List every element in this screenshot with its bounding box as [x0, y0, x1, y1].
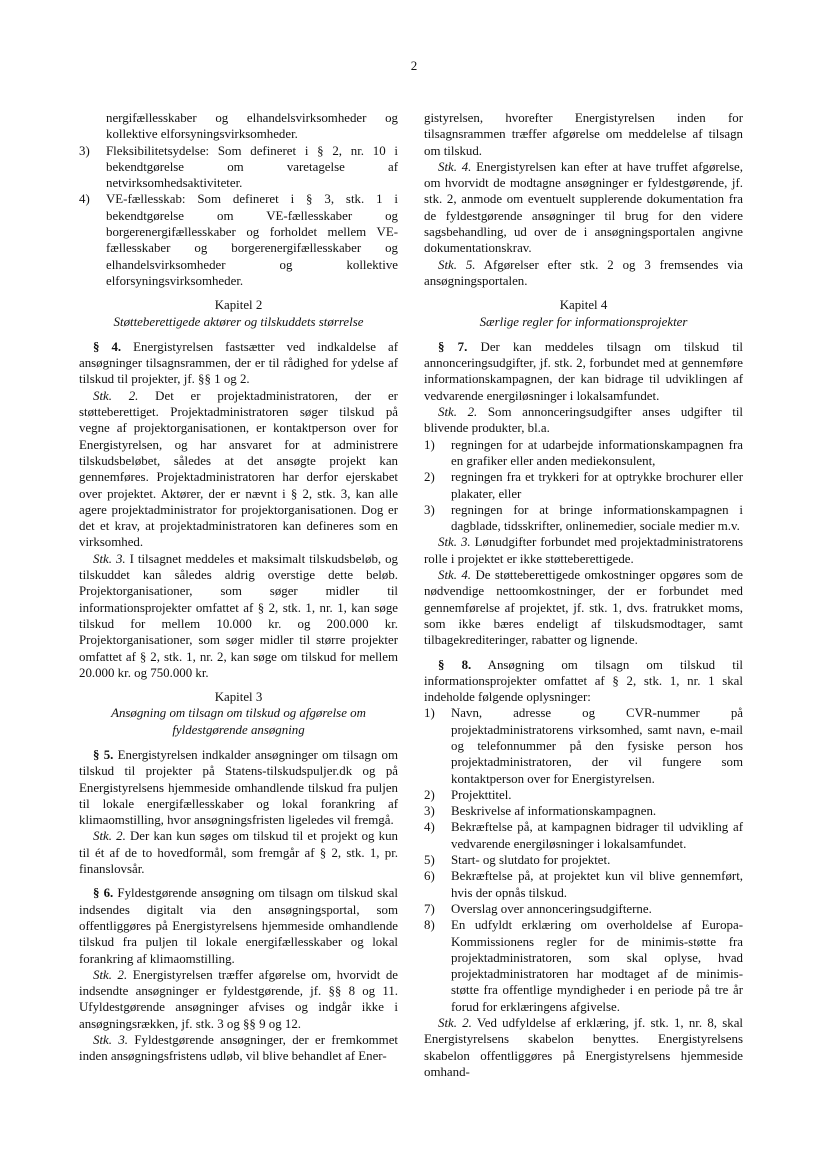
section-8-list-item-8: 8) En udfyldt erklæring om overholdelse af Europa-Kommissionens regler for de minimis-støtte fra projektadministratoren, som skal oplyse, hvad projektadministratoren har modtaget af de minimis-støtte fra offentlige myndigheder i en periode på tre år forud for erklæringens afgivelse.: [424, 918, 743, 1014]
section-6-stk-4: Stk. 4. Energistyrelsen kan efter at have truffet afgørelse, om hvorvidt de modtagne ansøgninger er fyldestgørende, jf. stk. 2, anmode om eventuelt supplerende dokumentation fra de fyldestgørende ansøgninger til brug for den videre sagsbehandling, ud over de i ansøgningsportalen angivne dokumentationskrav.: [424, 159, 743, 256]
section-6-stk-5: Stk. 5. Afgørelser efter stk. 2 og 3 fremsendes via ansøgningsportalen.: [424, 257, 743, 288]
chapter-2-title: Kapitel 2: [214, 298, 263, 313]
chapter-4-title: Kapitel 4: [559, 298, 608, 313]
section-8-list-item-4: 4) Bekræftelse på, at kampagnen bidrager til udvikling af vedvarende energiløsninger i lokalsamfundet.: [424, 820, 743, 851]
chapter-2-subtitle: Støtteberettigede aktører og tilskuddets størrelse: [113, 314, 364, 329]
left-column: [79, 110, 398, 1065]
section-7-list-item-1: 1) regningen for at udarbejde informationskampagnen fra en grafiker eller anden mediekonsulent,: [424, 437, 743, 468]
section-8-list-item-1: 1) Navn, adresse og CVR-nummer på projektadministratorens virksomhed, samt navn, e-mail og telefonnummer på den fysiske person hos projektadministratoren, der vil fungere som kontaktperson over for Energistyrelsen.: [424, 706, 743, 786]
section-7: § 7. Der kan meddeles tilsagn om tilskud til annonceringsudgifter, jf. stk. 2, forbundet med at gennemføre informationskampagnen, der kan bidrage til udviklingen af vedvarende energiløsninger i lokalsamfundet.: [424, 339, 743, 403]
chapter-3-title: Kapitel 3: [214, 690, 263, 705]
page-number: 2: [410, 58, 418, 73]
definition-item-3: 3) Fleksibilitetsydelse: Som defineret i § 2, nr. 10 i bekendtgørelse om varetagelse af netvirksomhedsaktiviteter.: [79, 143, 398, 191]
section-7-list-item-3: 3) regningen for at bringe informationskampagnen i dagblade, tidsskrifter, onlinemedier, sociale medier m.v.: [424, 502, 743, 534]
chapter-4-subtitle: Særlige regler for informationsprojekter: [479, 314, 688, 329]
section-6-stk-2: Stk. 2. Energistyrelsen træffer afgørelse om, hvorvidt de indsendte ansøgninger er fyldestgørende, jf. §§ 8 og 11. Ufyldestgørende ansøgninger afvises og indgår ikke i ansøgningsrækken, jf. stk. 3 og §§ 9 og 12.: [79, 967, 398, 1031]
section-8-list-item-6: 6) Bekræftelse på, at projektet kun vil blive gennemført, hvis der opnås tilskud.: [424, 869, 743, 900]
section-6-stk-3: Stk. 3. Fyldestgørende ansøgninger, der er fremkommet inden ansøgningsfristens udløb, vil blive behandlet af Ener-: [79, 1033, 398, 1064]
section-7-stk-3: Stk. 3. Lønudgifter forbundet med projektadministratorens rolle i projektet er ikke støtteberettigede.: [424, 535, 743, 566]
right-column: [424, 110, 743, 1080]
definition-item-4: 4) VE-fællesskab: Som defineret i § 3, stk. 1 i bekendtgørelse om VE-fællesskaber og borgerenergifællesskaber og forholdet mellem VE-fællesskaber og borgerenergifællesskaber og elhandelsvirksomheder og kollektive elforsyningsvirksomheder.: [79, 192, 398, 288]
section-5: § 5. Energistyrelsen indkalder ansøgninger om tilsagn om tilskud til projekter på Statens-tilskudspuljer.dk og på Energistyrelsens hjemmeside omhandlende tilskud fra puljen til lokale energifællesskaber og lokal forankring af klimaomstilling, hvor ansøgningsfristen ligeledes vil fremgå.: [79, 747, 398, 828]
section-7-stk-2: Stk. 2. Som annonceringsudgifter anses udgifter til blivende produkter, bl.a.: [424, 405, 743, 436]
section-8-stk-2: Stk. 2. Ved udfyldelse af erklæring, jf. stk. 1, nr. 8, skal Energistyrelsens skabelon benyttes. Energistyrelsens skabelon offentliggøres på Energistyrelsens hjemmeside omhand-: [424, 1016, 743, 1079]
section-5-stk-2: Stk. 2. Der kan kun søges om tilskud til et projekt og kun til ét af de to hovedformål, som fremgår af § 2, stk. 1, pr. finanslovsår.: [79, 829, 398, 877]
section-7-list-item-2: 2) regningen fra et trykkeri for at optrykke brochurer eller plakater, eller: [424, 470, 743, 501]
section-4-stk-2: Stk. 2. Det er projektadministratoren, der er støtteberettiget. Projektadministratoren søger tilskud på vegne af projektorganisationen, er kontaktperson over for Energistyrelsen, og har ansvaret for at administrere tilskudsbeløbet, således at det ansøgte projekt kan gennemføres. Projektadministratoren har derfor ejerskabet over projektet. Aktører, der er nævnt i § 2, stk. 3, kan alle agere projektadministrator for projektorganisationen. Dog er det et krav, at projektadministratoren kan defineres som en virksomhed.: [79, 388, 398, 550]
section-8-list-item-2: 2) Projekttitel.: [424, 787, 512, 802]
section-4: § 4. Energistyrelsen fastsætter ved indkaldelse af ansøgninger tilsagnsrammen, der er til rådighed for ydelse af tilskud til projekter, jf. §§ 1 og 2.: [79, 339, 398, 387]
section-4-stk-3: Stk. 3. I tilsagnet meddeles et maksimalt tilskudsbeløb, og tilskuddet kan således aldrig overstige dette beløb. Projektorganisationer, som søger midler til informationsprojekter omfattet af § 2, stk. 1, nr. 1, kan søge tilskud for mellem 10.000 kr. og 200.000 kr. Projektorganisationer, som søger midler til større projekter omfattet af § 2, stk. 1, nr. 2, kan søge om tilskud for mellem 20.000 kr. og 750.000 kr.: [79, 551, 398, 680]
section-8-list-item-7: 7) Overslag over annonceringsudgifterne.: [424, 901, 652, 916]
section-7-stk-4: Stk. 4. De støtteberettigede omkostninger opgøres som de nødvendige nettoomkostninger, der er forbundet med gennemførelse af projektet, jf. stk. 1, dvs. fratrukket moms, som ikke bæres endeligt af tilskudsmodtager, samt tilbagekrediteringer, rabatter og lignende.: [424, 568, 743, 648]
section-8: § 8. Ansøgning om tilsagn om tilskud til informationsprojekter omfattet af § 2, stk. 1, nr. 1 skal indeholde følgende oplysninger:: [424, 657, 743, 705]
section-8-list-item-3: 3) Beskrivelse af informationskampagnen.: [424, 804, 657, 819]
section-8-list-item-5: 5) Start- og slutdato for projektet.: [424, 853, 611, 868]
section-6: § 6. Fyldestgørende ansøgning om tilsagn om tilskud skal indsendes digitalt via den ansøgningsportal, som offentliggøres på Energistyrelsens hjemmeside omhandlende tilskud fra puljen til lokale energifællesskaber og lokal forankring af klimaomstilling.: [79, 886, 398, 966]
chapter-3-subtitle: Ansøgning om tilsagn om tilskud og afgørelse om fyldestgørende ansøgning: [111, 706, 366, 737]
list-item-continued: nergifællesskaber og elhandelsvirksomheder og kollektive elforsyningsvirksomheder.: [106, 111, 398, 142]
section-6-stk-3-continued: gistyrelsen, hvorefter Energistyrelsen inden for tilsagnsrammen træffer afgørelse om meddelelse af tilsagn om tilskud.: [424, 111, 743, 158]
